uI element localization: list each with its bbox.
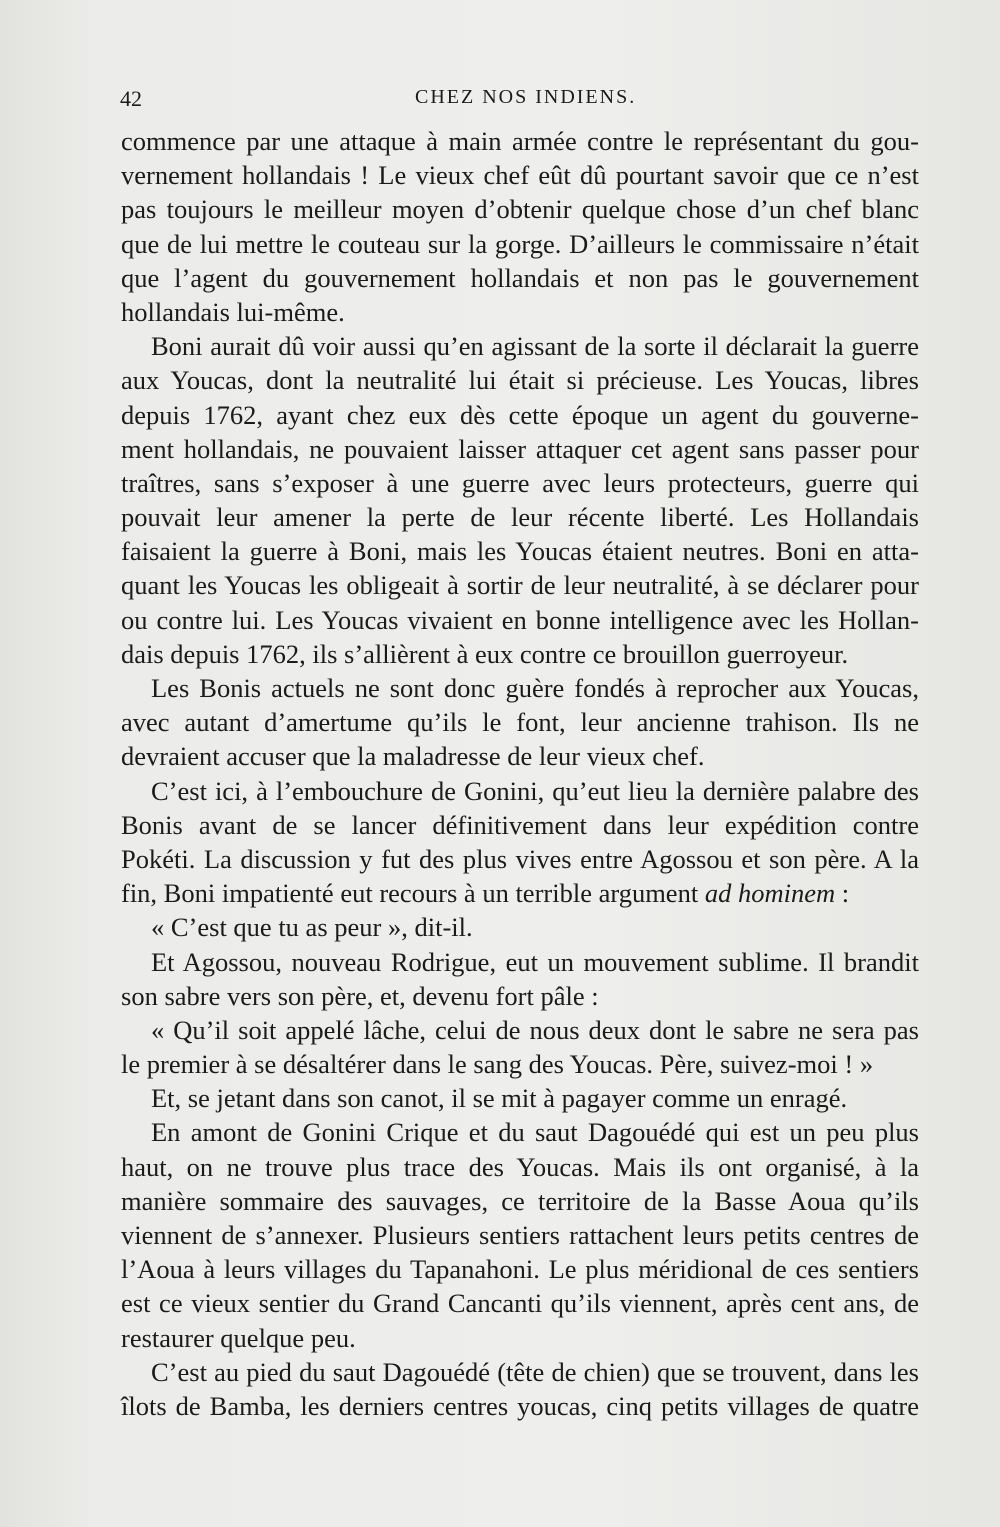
text-line: Bonis avant de se lancer définitivement dans leur expédition contre: [121, 809, 919, 840]
text-line: Et, se jetant dans son canot, il se mit à pagayer comme un enragé.: [151, 1083, 848, 1114]
text-line: ment hollandais, ne pouvaient laisser attaquer cet agent sans passer pour: [121, 433, 919, 464]
text-line: dais depuis 1762, ils s’allièrent à eux contre ce brouillon guerroyeur.: [121, 638, 849, 669]
text-line: l’Aoua à leurs villages du Tapanahoni. Le plus méridional de ces sentiers: [121, 1254, 919, 1285]
text-line: Les Bonis actuels ne sont donc guère fondés à reprocher aux Youcas,: [151, 673, 919, 703]
text-line: Pokéti. La discussion y fut des plus vives entre Agossou et son père. A la: [121, 843, 919, 874]
text-line: « Qu’il soit appelé lâche, celui de nous deux dont le sabre ne sera pas: [151, 1014, 919, 1045]
text-line: traîtres, sans s’exposer à une guerre avec leurs protecteurs, guerre qui: [121, 467, 919, 498]
text-line: commence par une attaque à main armée contre le représentant du gou-: [121, 126, 919, 156]
text-line: vernement hollandais ! Le vieux chef eût dû pourtant savoir que ce n’est: [121, 160, 919, 191]
text-line: manière sommaire des sauvages, ce territoire de la Basse Aoua qu’ils: [121, 1185, 919, 1216]
text-line: est ce vieux sentier du Grand Cancanti qu’ils viennent, après cent ans, de: [121, 1288, 919, 1319]
text-line: que de lui mettre le couteau sur la gorge. D’ailleurs le commissaire n’était: [121, 228, 919, 259]
text-line: « C’est que tu as peur », dit-il.: [151, 912, 473, 943]
text-line: restaurer quelque peu.: [121, 1322, 356, 1353]
text-line: pas toujours le meilleur moyen d’obtenir quelque chose d’un chef blanc: [121, 194, 919, 225]
text-line: faisaient la guerre à Boni, mais les Youcas étaient neutres. Boni en atta-: [121, 536, 919, 567]
text-line: hollandais lui-même.: [121, 296, 345, 327]
text-line: pouvait leur amener la perte de leur récente liberté. Les Hollandais: [121, 502, 919, 533]
text-line: viennent de s’annexer. Plusieurs sentiers rattachent leurs petits centres de: [121, 1220, 919, 1250]
text-line: haut, on ne trouve plus trace des Youcas. Mais ils ont organisé, à la: [121, 1151, 919, 1182]
text-line: que l’agent du gouvernement hollandais et non pas le gouvernement: [121, 262, 919, 293]
body-text: [121, 124, 919, 1423]
text-line: Boni aurait dû voir aussi qu’en agissant de la sorte il déclarait la guerre: [151, 331, 919, 362]
text-line: En amont de Gonini Crique et du saut Dagouédé qui est un peu plus: [151, 1117, 919, 1148]
text-line: avec autant d’amertume qu’ils le font, leur ancienne trahison. Ils ne: [121, 707, 919, 738]
text-line: Et Agossou, nouveau Rodrigue, eut un mouvement sublime. Il brandit: [151, 946, 919, 977]
text-line: quant les Youcas les obligeait à sortir de leur neutralité, à se déclarer pour: [121, 570, 919, 601]
page-number: 42: [120, 86, 142, 111]
text-line: C’est au pied du saut Dagouédé (tête de chien) que se trouvent, dans les: [151, 1356, 919, 1387]
text-line: îlots de Bamba, les derniers centres youcas, cinq petits villages de quatre: [121, 1390, 919, 1421]
text-line: ou contre lui. Les Youcas vivaient en bonne intelligence avec les Hollan-: [121, 604, 919, 635]
page-header: [120, 86, 920, 116]
text-line: devraient accuser que la maladresse de leur vieux chef.: [121, 741, 705, 772]
text-line: son sabre vers son père, et, devenu fort pâle :: [121, 980, 599, 1011]
text-line: C’est ici, à l’embouchure de Gonini, qu’eut lieu la dernière palabre des: [151, 775, 919, 806]
text-line: depuis 1762, ayant chez eux dès cette époque un agent du gouverne-: [121, 399, 919, 430]
text-line: le premier à se désaltérer dans le sang des Youcas. Père, suivez-moi ! »: [121, 1049, 874, 1080]
text-line: aux Youcas, dont la neutralité lui était si précieuse. Les Youcas, libres: [121, 365, 919, 396]
text-line: fin, Boni impatienté eut recours à un terrible argument ad hominem :: [121, 878, 850, 909]
running-head: CHEZ NOS INDIENS.: [415, 86, 637, 108]
